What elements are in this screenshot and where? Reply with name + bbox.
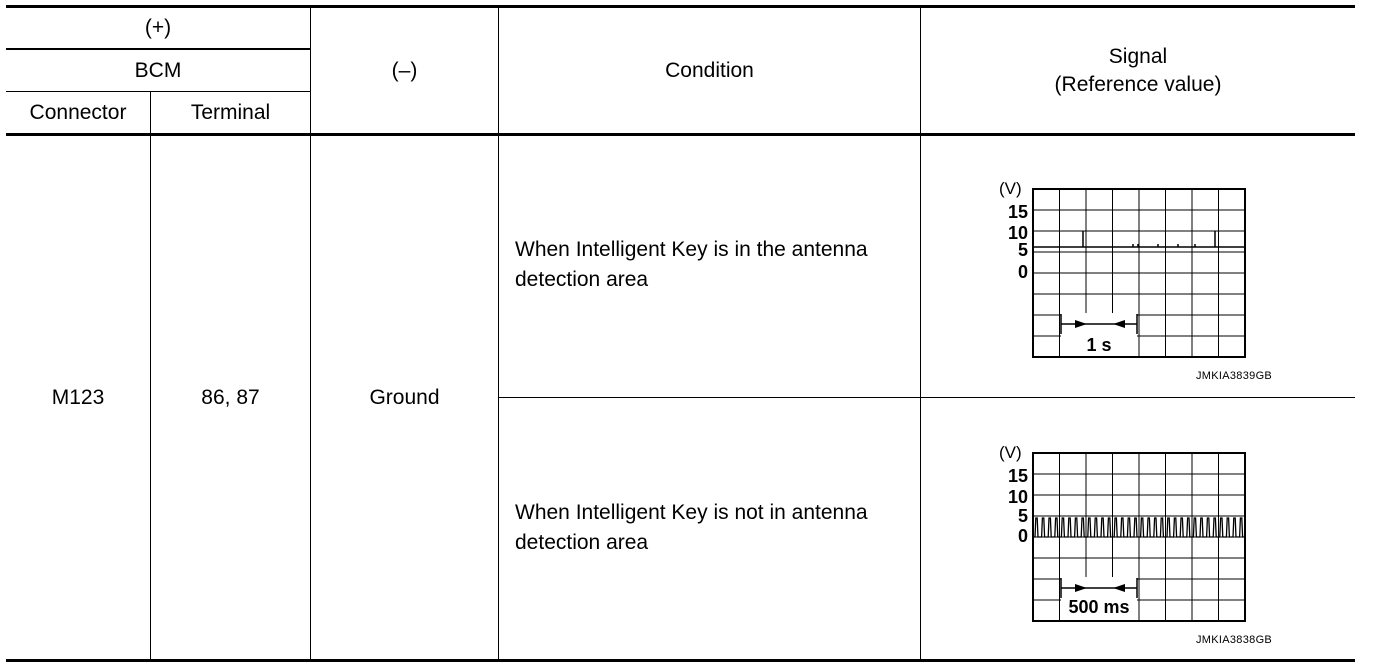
cell-ground: Ground [369,385,440,409]
figure-ref-2: JMKIA3838GB [1196,634,1273,646]
ytick-0-1: 0 [1017,262,1028,282]
timebase-label-2: 500 ms [1068,597,1130,617]
header-signal-line2: (Reference value) [1054,72,1222,96]
table-bottom-rule [6,659,1355,662]
ytick-0-2: 0 [1017,526,1028,546]
header-plus: (+) [144,16,172,39]
condition-text-1 [515,235,915,295]
cell-connector: M123 [51,385,105,409]
oscilloscope-graph-2 [995,440,1255,626]
header-terminal: Terminal [190,100,271,124]
ytick-15-2: 15 [1007,466,1028,486]
condition-divider [498,397,1355,398]
ytick-10-1: 10 [1007,223,1028,243]
header-connector: Connector [29,100,127,124]
condition-2-line2: detection area [515,531,649,554]
unit-label-1: (V) [999,179,1022,198]
condition-2-line1: When Intelligent Key is not in antenna [515,501,868,524]
figure-ref-1: JMKIA3839GB [1196,370,1273,382]
cell-terminal: 86, 87 [201,385,260,409]
condition-text-2 [515,498,915,558]
ytick-5-1: 5 [1017,240,1028,260]
unit-label-2: (V) [999,443,1022,462]
ytick-10-2: 10 [1007,487,1028,507]
timebase-label-1: 1 s [1086,335,1112,355]
header-condition: Condition [665,58,754,82]
header-minus: (–) [391,58,418,82]
ytick-15-1: 15 [1007,202,1028,222]
condition-1-line2: detection area [515,268,649,291]
oscilloscope-graph-1 [995,176,1255,362]
condition-1-line1: When Intelligent Key is in the antenna [515,238,868,261]
ytick-5-2: 5 [1017,506,1028,526]
header-bcm: BCM [134,58,182,82]
header-signal-line1: Signal [1108,44,1168,68]
header-signal [921,8,1355,133]
